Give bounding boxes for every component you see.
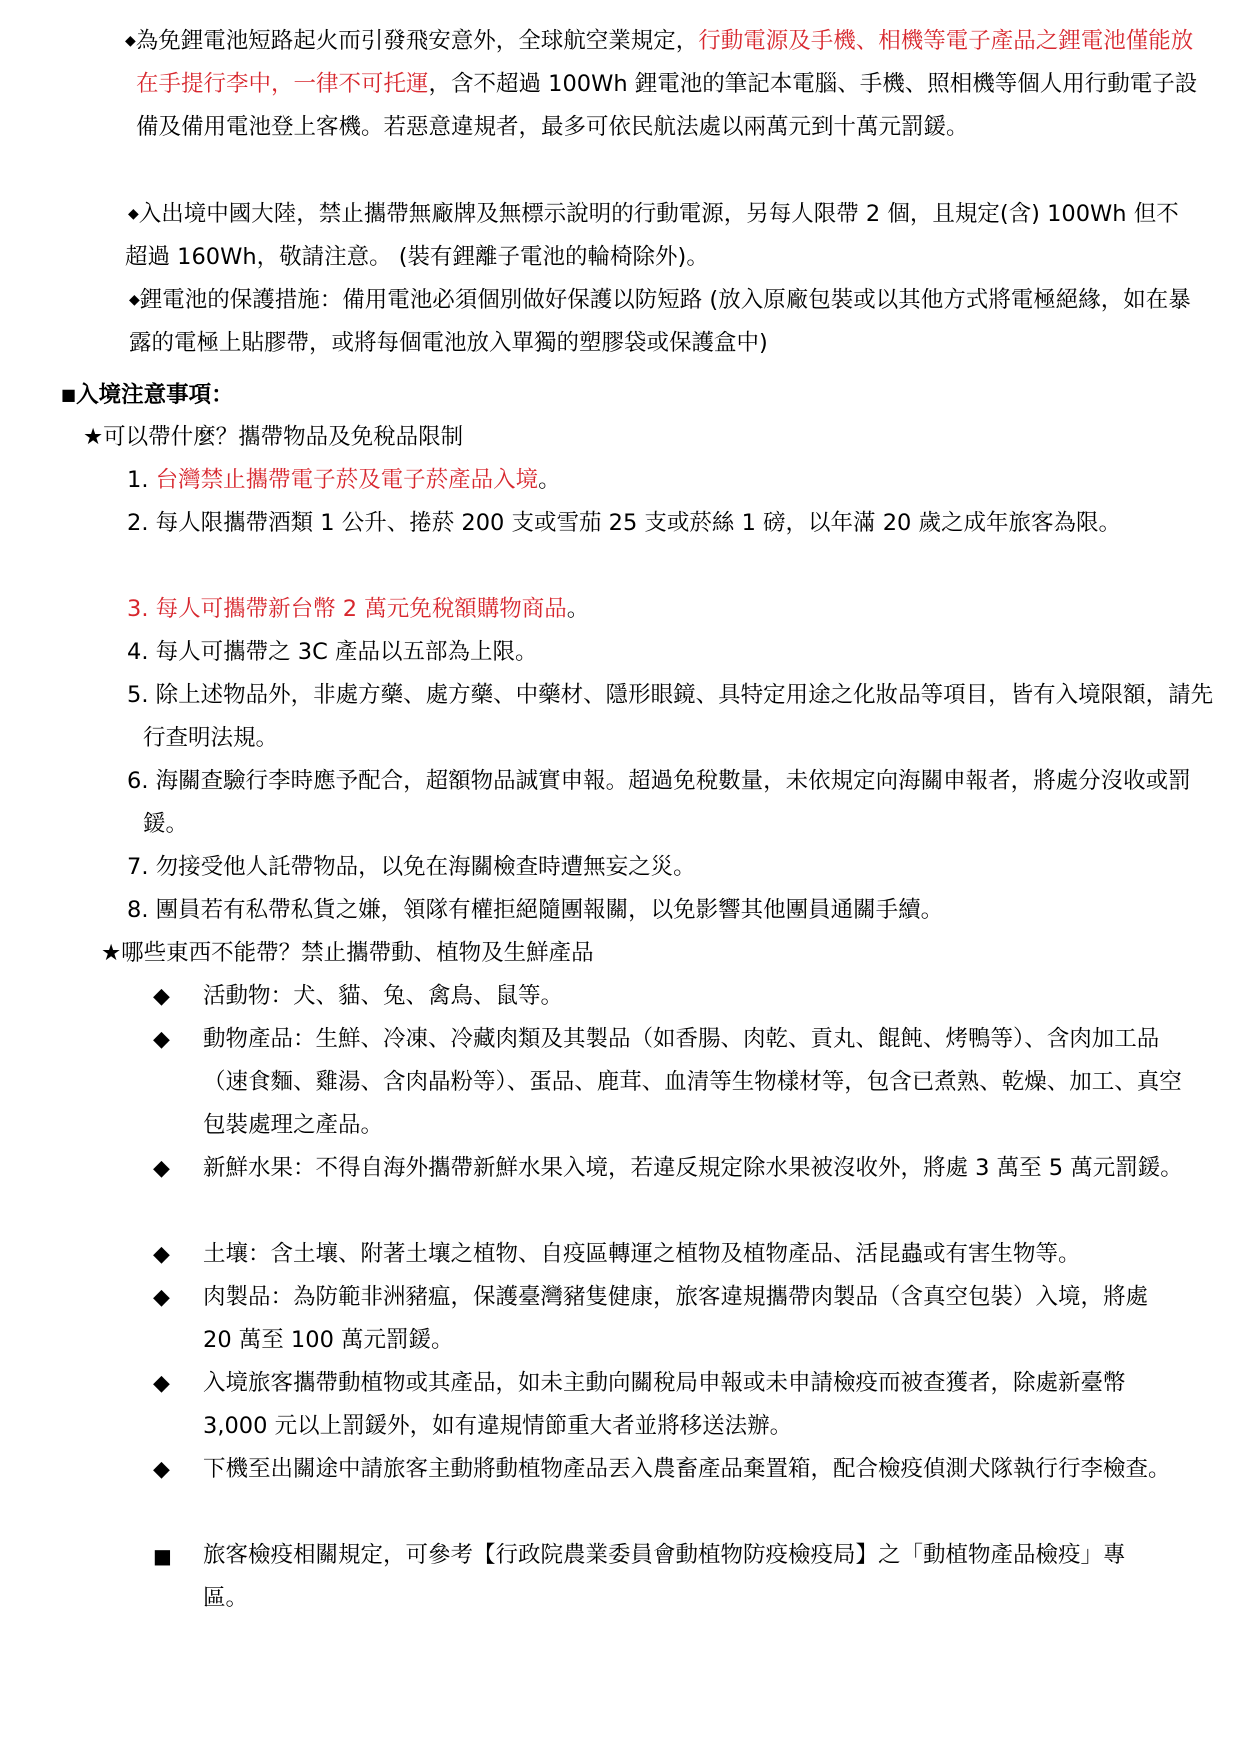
allowed-item-4-text: 每人可攜帶之 3C 產品以五部為上限。	[155, 639, 538, 665]
allowed-item-2-text: 每人限攜帶酒類 1 公升、捲菸 200 支或雪茄 25 支或菸絲 1 磅，以年滿 20 歲之成年旅客為限。	[155, 510, 1121, 536]
item-number: 6.	[127, 768, 149, 794]
item-number: 3.	[127, 596, 149, 622]
allowed-item-3-highlight: 每人可攜帶新台幣 2 萬元免稅額購物商品	[155, 596, 567, 622]
item-number: 7.	[127, 854, 149, 880]
item-number: 4.	[127, 639, 149, 665]
allowed-item-3	[127, 588, 1200, 631]
prohibited-item-5: 肉製品：為防範非洲豬瘟，保護臺灣豬隻健康，旅客違規攜帶肉製品（含真空包裝）入境，將處 20 萬至 100 萬元罰鍰。	[203, 1284, 1149, 1353]
item-number: 8.	[127, 897, 149, 923]
prohibited-item-2: 動物產品：生鮮、冷凍、冷藏肉類及其製品（如香腸、肉乾、貢丸、餛飩、烤鴨等）、含肉加工品（速食麵、雞湯、含肉晶粉等）、蛋品、鹿茸、血清等生物樣材等，包含已煮熟、乾燥、加工、真空包裝處理之產品。	[203, 1026, 1182, 1138]
prohibited-title: 哪些東西不能帶？禁止攜帶動、植物及生鮮產品	[121, 940, 594, 966]
entry-section-title: 入境注意事項：	[76, 382, 234, 408]
allowed-title: 可以帶什麼？攜帶物品及免稅品限制	[103, 424, 464, 450]
battery-note-1-highlight: 行動電源及手機、相機等電子產品之鋰電池僅能放在手提行李中，一律不可托運	[136, 28, 1194, 97]
prohibited-item-1: 活動物：犬、貓、兔、禽鳥、鼠等。	[203, 983, 564, 1009]
item-number: 5.	[127, 682, 149, 708]
diamond-bullet-icon: ◆	[125, 33, 136, 49]
diamond-bullet-icon: ◆	[153, 1457, 170, 1482]
prohibited-subheading	[101, 932, 1001, 975]
allowed-item-8	[127, 889, 1200, 932]
battery-note-1-rest: ，含不超過 100Wh 鋰電池的筆記本電腦、手機、照相機等個人用行動電子設備及備用電池登上客機。若惡意違規者，最多可依民航法處以兩萬元到十萬元罰鍰。	[136, 71, 1198, 140]
battery-note-1	[125, 20, 1211, 149]
item-number: 1.	[127, 467, 149, 493]
allowed-item-6-text: 海關查驗行李時應予配合，超額物品誠實申報。超過免稅數量，未依規定向海關申報者，將處分沒收或罰鍰。	[143, 768, 1191, 837]
allowed-subheading	[83, 416, 983, 459]
diamond-bullet-icon: ◆	[153, 1027, 170, 1052]
star-icon: ★	[83, 424, 104, 450]
allowed-item-4	[127, 631, 1200, 674]
square-bullet-icon: ■	[61, 385, 77, 404]
prohibited-item-4: 土壤：含土壤、附著土壤之植物、自疫區轉運之植物及植物產品、活昆蟲或有害生物等。	[203, 1241, 1081, 1267]
diamond-bullet-icon: ◆	[129, 292, 140, 308]
battery-note-1-text: 為免鋰電池短路起火而引發飛安意外，全球航空業規定，	[135, 28, 699, 54]
diamond-bullet-icon: ◆	[153, 1285, 170, 1310]
square-bullet-icon: ■	[153, 1544, 172, 1568]
allowed-item-5-text: 除上述物品外，非處方藥、處方藥、中藥材、隱形眼鏡、具特定用途之化妝品等項目，皆有入境限額，請先行查明法規。	[143, 682, 1214, 751]
allowed-item-1-highlight: 台灣禁止攜帶電子菸及電子菸產品入境	[155, 467, 539, 493]
battery-note-2-text: 入出境中國大陸，禁止攜帶無廠牌及無標示說明的行動電源，另每人限帶 2 個，且規定(含) 100Wh 但不超過 160Wh，敬請注意。 (裝有鋰離子電池的輪椅除外)。	[125, 201, 1179, 270]
prohibited-item-3: 新鮮水果：不得自海外攜帶新鮮水果入境，若違反規定除水果被沒收外，將處 3 萬至 5 萬元罰鍰。	[203, 1155, 1183, 1181]
diamond-bullet-icon: ◆	[153, 1156, 170, 1181]
allowed-item-1	[127, 459, 1225, 502]
allowed-item-7-text: 勿接受他人託帶物品，以免在海關檢查時遭無妄之災。	[155, 854, 696, 880]
battery-note-2	[125, 193, 1200, 279]
allowed-item-2	[127, 502, 1203, 545]
diamond-bullet-icon: ◆	[153, 984, 170, 1009]
entry-section-heading	[61, 373, 661, 417]
prohibited-item-6: 入境旅客攜帶動植物或其產品，如未主動向關稅局申報或未申請檢疫而被查獲者，除處新臺幣 3,000 元以上罰鍰外，如有違規情節重大者並將移送法辦。	[203, 1370, 1126, 1439]
diamond-bullet-icon: ◆	[153, 1371, 170, 1396]
star-icon: ★	[101, 940, 122, 966]
diamond-bullet-icon: ◆	[128, 206, 139, 222]
allowed-item-7	[127, 846, 1200, 889]
battery-note-3	[129, 279, 1200, 365]
allowed-item-5	[127, 674, 1216, 760]
allowed-item-1-suffix: 。	[538, 467, 561, 493]
prohibited-item-8: 旅客檢疫相關規定，可參考【行政院農業委員會動植物防疫檢疫局】之「動植物產品檢疫」專區。	[203, 1542, 1126, 1611]
battery-note-3-text: 鋰電池的保護措施：備用電池必須個別做好保護以防短路 (放入原廠包裝或以其他方式將電極絕緣，如在暴露的電極上貼膠帶，或將每個電池放入單獨的塑膠袋或保護盒中)	[129, 287, 1191, 356]
allowed-item-8-text: 團員若有私帶私貨之嫌，領隊有權拒絕隨團報關，以免影響其他團員通關手續。	[155, 897, 944, 923]
allowed-item-3-suffix: 。	[566, 596, 590, 622]
prohibited-item-7: 下機至出關途中請旅客主動將動植物產品丟入農畜產品棄置箱，配合檢疫偵測犬隊執行行李檢查。	[203, 1456, 1171, 1482]
item-number: 2.	[127, 510, 149, 536]
diamond-bullet-icon: ◆	[153, 1242, 170, 1267]
allowed-item-6	[127, 760, 1216, 846]
